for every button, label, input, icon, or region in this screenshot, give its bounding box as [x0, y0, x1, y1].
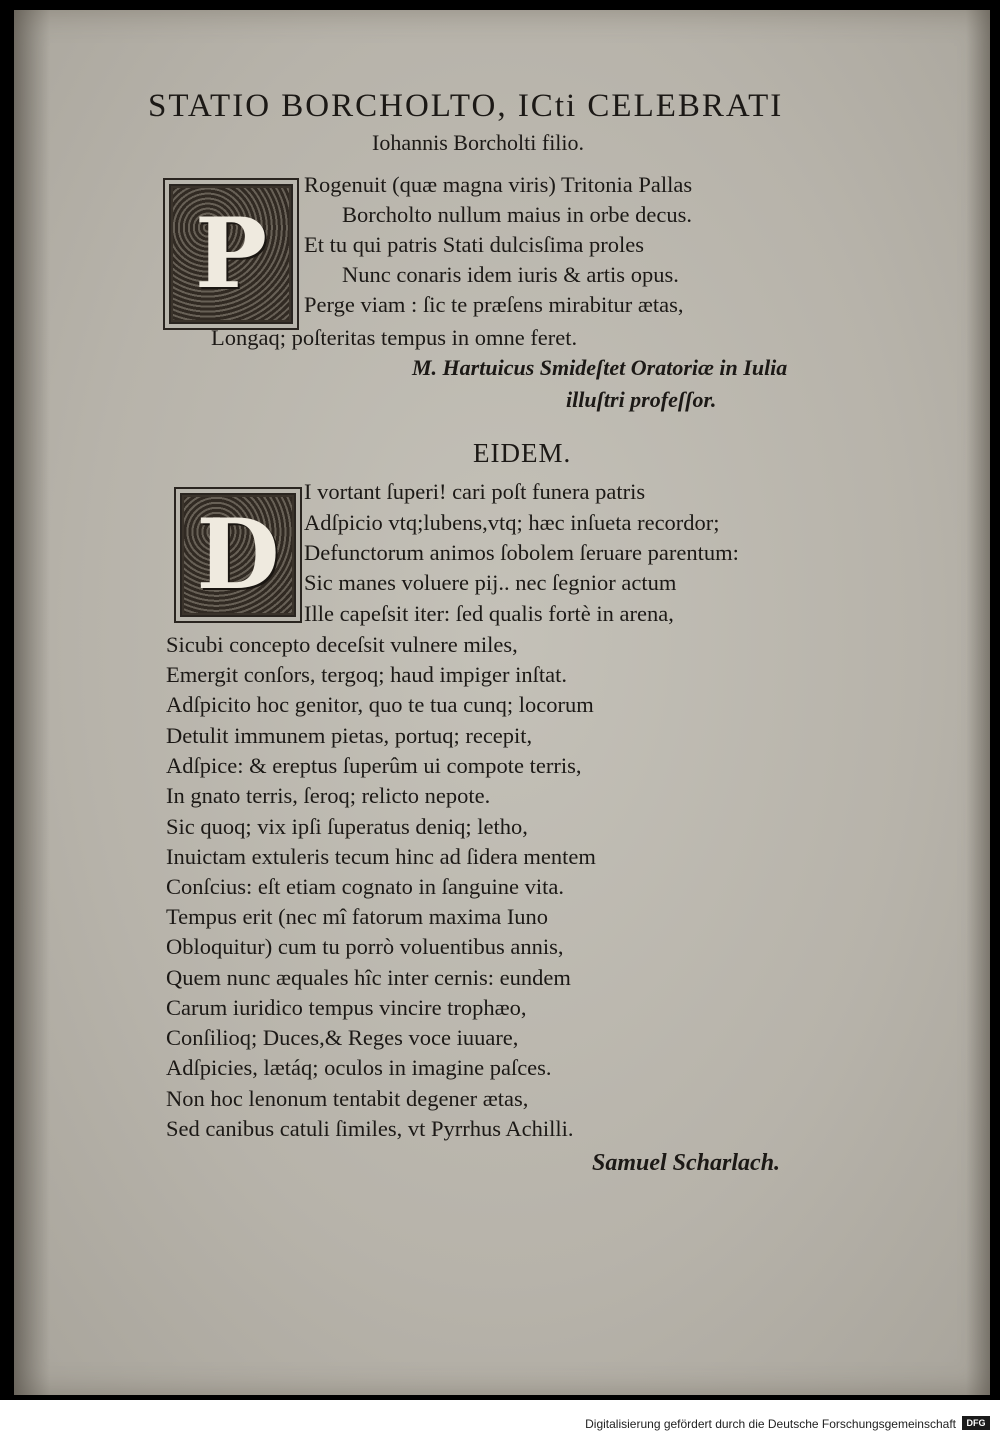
poem2-line: Adſpicio vtq;lubens,vtq; hæc inſueta recordor;	[304, 510, 720, 535]
funding-credit: Digitalisierung gefördert durch die Deutsche Forschungsgemeinschaft	[585, 1417, 956, 1431]
book-page	[14, 10, 990, 1395]
page-gutter-shadow	[14, 10, 50, 1395]
poem2-line: Tempus erit (nec mî fatorum maxima Iuno	[166, 904, 549, 929]
poem2-line: Detulit immunem pietas, portuq; recepit,	[166, 723, 533, 748]
poem2-line: Emergit conſors, tergoq; haud impiger inſtat.	[166, 662, 567, 687]
poem2-line: Conſilioq; Duces,& Reges voce iuuare,	[166, 1025, 519, 1050]
poem2-line: Sic quoq; vix ipſi ſuperatus deniq; letho,	[166, 814, 528, 839]
page-title: STATIO BORCHOLTO, ICti CELEBRATI	[148, 88, 784, 124]
dfg-logo: DFG	[962, 1416, 990, 1430]
poem1-line: Et tu qui patris Stati dulcisſima proles	[304, 232, 644, 257]
poem2-line: Adſpicies, lætáq; oculos in imagine paſces.	[166, 1055, 552, 1080]
poem2-line: Quem nunc æquales hîc inter cernis: eundem	[166, 965, 571, 990]
page-subtitle: Iohannis Borcholti filio.	[372, 130, 585, 155]
poem2-line: In gnato terris, ſeroq; relicto nepote.	[166, 783, 491, 808]
poem2-line: Obloquitur) cum tu porrò voluentibus annis,	[166, 934, 564, 959]
poem2-line: I vortant ſuperi! cari poſt funera patris	[304, 479, 646, 504]
dropcap-d	[174, 487, 302, 623]
dropcap-p	[163, 178, 299, 330]
poem2-line: Defunctorum animos ſobolem ſeruare parentum:	[304, 540, 739, 565]
poem1-line: Rogenuit (quæ magna viris) Tritonia Pallas	[304, 172, 693, 197]
poem2-signature: Samuel Scharlach.	[592, 1150, 781, 1176]
section-heading: EIDEM.	[473, 438, 572, 468]
poem2-line: Inuictam extuleris tecum hinc ad ſidera mentem	[166, 844, 596, 869]
poem2-line: Carum iuridico tempus vincire trophæo,	[166, 995, 527, 1020]
poem1-signature: M. Hartuicus Smideſtet Oratoriæ in Iulia	[412, 355, 788, 380]
digitization-footer	[0, 1400, 1000, 1438]
poem1-line: Perge viam : ſic te præſens mirabitur ætas,	[304, 292, 684, 317]
poem2-line: Sed canibus catuli ſimiles, vt Pyrrhus Achilli.	[166, 1116, 574, 1141]
dropcap-letter: D	[196, 498, 280, 611]
poem2-line: Adſpice: & ereptus ſuperûm ui compote terris,	[166, 753, 582, 778]
poem1-line: Longaq; poſteritas tempus in omne feret.	[211, 325, 578, 350]
poem1-line: Borcholto nullum maius in orbe decus.	[342, 202, 692, 227]
poem2-line: Conſcius: eſt etiam cognato in ſanguine vita.	[166, 874, 565, 899]
poem2-line: Sic manes voluere pij.. nec ſegnior actum	[304, 570, 677, 595]
page-edge-shadow	[966, 10, 990, 1395]
poem2-line: Non hoc lenonum tentabit degener ætas,	[166, 1086, 529, 1111]
poem2-line: Ille capeſsit iter: ſed qualis fortè in arena,	[304, 601, 674, 626]
poem1-signature-affiliation: illuſtri profeſſor.	[566, 387, 717, 412]
poem2-line: Adſpicito hoc genitor, quo te tua cunq; locorum	[166, 692, 594, 717]
poem1-line: Nunc conaris idem iuris & artis opus.	[342, 262, 679, 287]
poem2-line: Sicubi concepto deceſsit vulnere miles,	[166, 632, 518, 657]
dropcap-letter: P	[194, 197, 268, 310]
